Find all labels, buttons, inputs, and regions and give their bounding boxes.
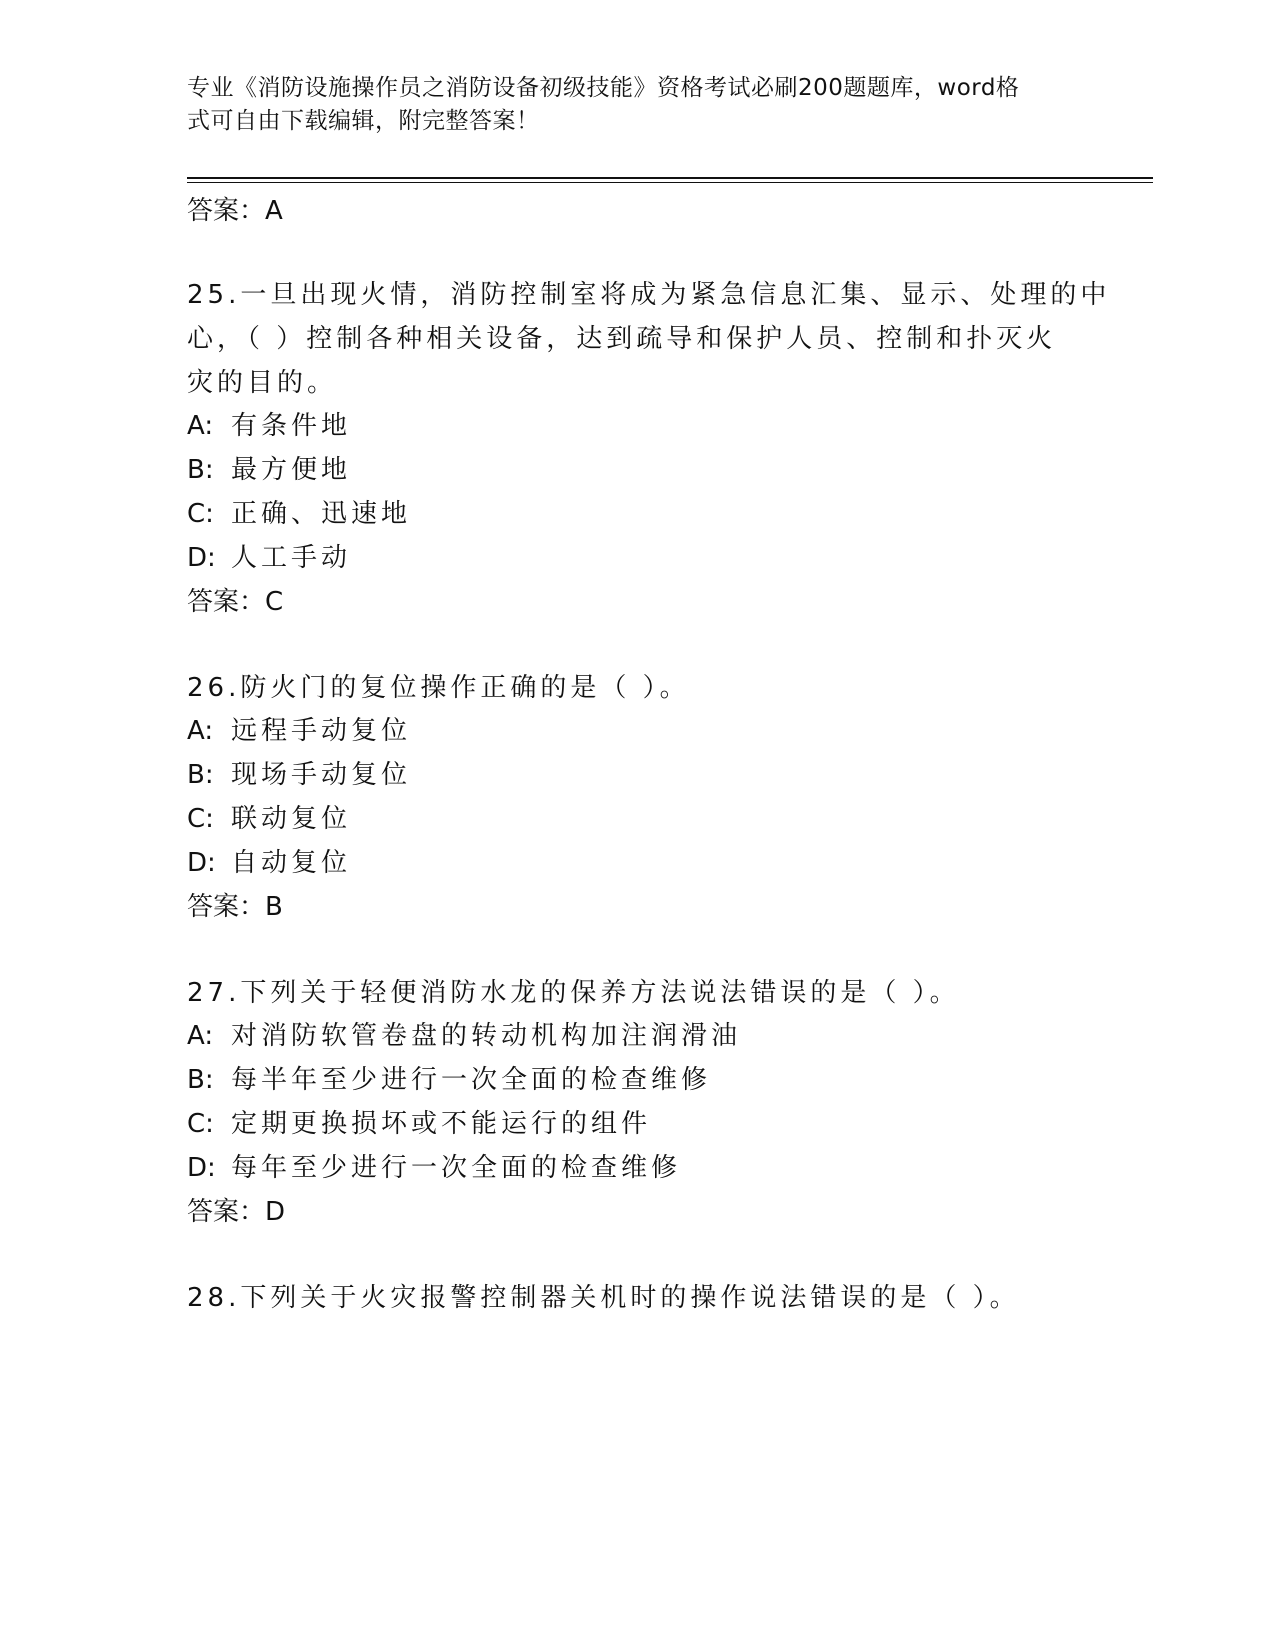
header-line-2: 式可自由下载编辑，附完整答案！	[187, 108, 540, 134]
option-text: 有条件地	[231, 411, 352, 441]
answer: 答案：B	[187, 892, 283, 922]
option-c	[187, 1103, 651, 1140]
option-letter: A:	[187, 411, 214, 441]
option-text: 正确、迅速地	[231, 499, 412, 529]
question-stem-line: 心，（ ）控制各种相关设备，达到疏导和保护人员、控制和扑灭火	[187, 324, 1057, 354]
question-stem-line: 26.防火门的复位操作正确的是（ ）。	[187, 673, 690, 703]
option-letter: B:	[187, 1065, 214, 1095]
option-text: 每年至少进行一次全面的检查维修	[231, 1153, 682, 1183]
header-divider-thin	[187, 182, 1153, 183]
option-letter: D:	[187, 1153, 216, 1183]
option-b	[187, 754, 411, 791]
option-letter: A:	[187, 1021, 214, 1051]
option-a	[187, 710, 411, 747]
option-letter: C:	[187, 804, 214, 834]
document-header	[187, 72, 1067, 138]
option-letter: A:	[187, 716, 214, 746]
option-letter: D:	[187, 848, 216, 878]
option-d	[187, 537, 351, 574]
option-text: 远程手动复位	[231, 716, 412, 746]
option-a	[187, 405, 351, 442]
option-letter: C:	[187, 499, 214, 529]
option-c	[187, 798, 351, 835]
previous-answer: 答案：A	[187, 196, 283, 226]
option-d	[187, 1147, 681, 1184]
option-letter: C:	[187, 1109, 214, 1139]
option-text: 联动复位	[231, 804, 352, 834]
question-stem-line: 28.下列关于火灾报警控制器关机时的操作说法错误的是（ ）。	[187, 1283, 1020, 1313]
option-letter: D:	[187, 543, 216, 573]
header-line-1: 专业《消防设施操作员之消防设备初级技能》资格考试必刷200题题库，word格	[187, 75, 1020, 101]
question-stem-line: 灾的目的。	[187, 368, 338, 398]
option-letter: B:	[187, 455, 214, 485]
option-letter: B:	[187, 760, 214, 790]
option-text: 人工手动	[231, 543, 352, 573]
option-b	[187, 449, 351, 486]
option-text: 定期更换损坏或不能运行的组件	[231, 1109, 652, 1139]
option-a	[187, 1015, 741, 1052]
answer: 答案：C	[187, 587, 284, 617]
answer: 答案：D	[187, 1197, 286, 1227]
option-text: 自动复位	[231, 848, 352, 878]
option-text: 现场手动复位	[231, 760, 412, 790]
option-d	[187, 842, 351, 879]
option-text: 最方便地	[231, 455, 352, 485]
option-b	[187, 1059, 711, 1096]
question-stem-line: 25.一旦出现火情，消防控制室将成为紧急信息汇集、显示、处理的中	[187, 280, 1111, 310]
question-stem-line: 27.下列关于轻便消防水龙的保养方法说法错误的是（ ）。	[187, 978, 960, 1008]
option-text: 每半年至少进行一次全面的检查维修	[231, 1065, 712, 1095]
header-divider-thick	[187, 177, 1153, 179]
option-text: 对消防软管卷盘的转动机构加注润滑油	[231, 1021, 742, 1051]
option-c	[187, 493, 411, 530]
